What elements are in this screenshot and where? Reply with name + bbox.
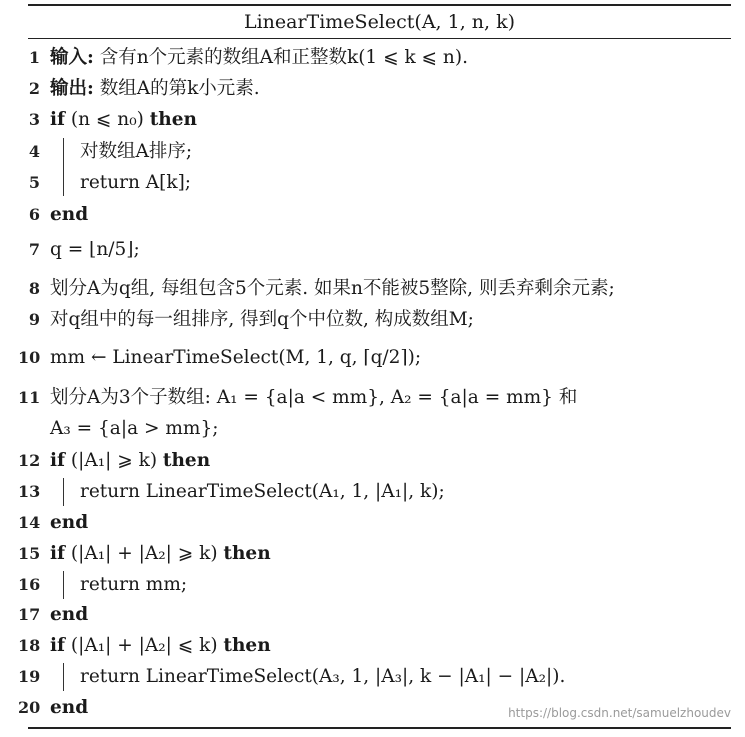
line-text: 划分A为q组, 每组包含5个元素. 如果n不能被5整除, 则丢弃剩余元素; <box>50 278 615 299</box>
line-number: 18 <box>18 636 41 655</box>
line-text: 输出: 数组A的第k小元素. <box>50 78 260 99</box>
title-rule <box>28 38 731 39</box>
block-bar <box>63 663 64 691</box>
line-number: 15 <box>18 544 41 563</box>
line-text: if (|A₁| + |A₂| ⩾ k) then <box>50 543 271 564</box>
line-number: 12 <box>18 451 41 470</box>
line-text: 对数组A排序; <box>80 141 193 162</box>
line-number: 11 <box>18 388 41 407</box>
line-text: end <box>50 204 89 225</box>
line-text: end <box>50 604 89 625</box>
line-text: if (n ⩽ n₀) then <box>50 109 197 130</box>
algorithm-title: LinearTimeSelect(A, 1, n, k) <box>243 11 516 33</box>
line-number: 17 <box>18 605 41 624</box>
line-number: 13 <box>18 482 41 501</box>
line-number: 19 <box>18 667 41 686</box>
line-text: A₃ = {a|a > mm}; <box>50 418 219 439</box>
line-text: q = ⌊n/5⌋; <box>50 239 140 260</box>
line-text: if (|A₁| ⩾ k) then <box>50 450 211 471</box>
line-text: 对q组中的每一组排序, 得到q个中位数, 构成数组M; <box>50 309 474 330</box>
line-number: 4 <box>28 142 40 161</box>
line-number: 8 <box>28 279 40 298</box>
block-bar <box>63 138 64 196</box>
line-number: 2 <box>28 79 40 98</box>
line-text: 输入: 含有n个元素的数组A和正整数k(1 ⩽ k ⩽ n). <box>50 47 468 68</box>
line-number: 7 <box>28 240 40 259</box>
watermark-url: https://blog.csdn.net/samuelzhoudev <box>508 706 731 720</box>
line-text: end <box>50 697 89 718</box>
line-text: 划分A为3个子数组: A₁ = {a|a < mm}, A₂ = {a|a = mm} 和 <box>50 387 578 408</box>
line-text: return A[k]; <box>80 172 192 193</box>
line-text: return LinearTimeSelect(A₁, 1, |A₁|, k); <box>80 481 445 502</box>
bottom-rule <box>28 727 731 729</box>
line-number: 14 <box>18 513 41 532</box>
line-text: if (|A₁| + |A₂| ⩽ k) then <box>50 635 271 656</box>
line-number: 5 <box>28 173 40 192</box>
line-text: end <box>50 512 89 533</box>
block-bar <box>63 478 64 506</box>
line-number: 6 <box>28 205 40 224</box>
line-number: 3 <box>28 110 40 129</box>
block-bar <box>63 571 64 599</box>
top-rule <box>28 4 731 6</box>
line-number: 20 <box>18 698 41 717</box>
line-number: 9 <box>28 310 40 329</box>
line-number: 10 <box>18 348 41 367</box>
line-text: return mm; <box>80 574 188 595</box>
line-number: 1 <box>28 48 40 67</box>
line-number: 16 <box>18 575 41 594</box>
line-text: return LinearTimeSelect(A₃, 1, |A₃|, k − |A₁| − |A₂|). <box>80 666 566 687</box>
line-text: mm ← LinearTimeSelect(M, 1, q, ⌈q/2⌉); <box>50 347 422 368</box>
